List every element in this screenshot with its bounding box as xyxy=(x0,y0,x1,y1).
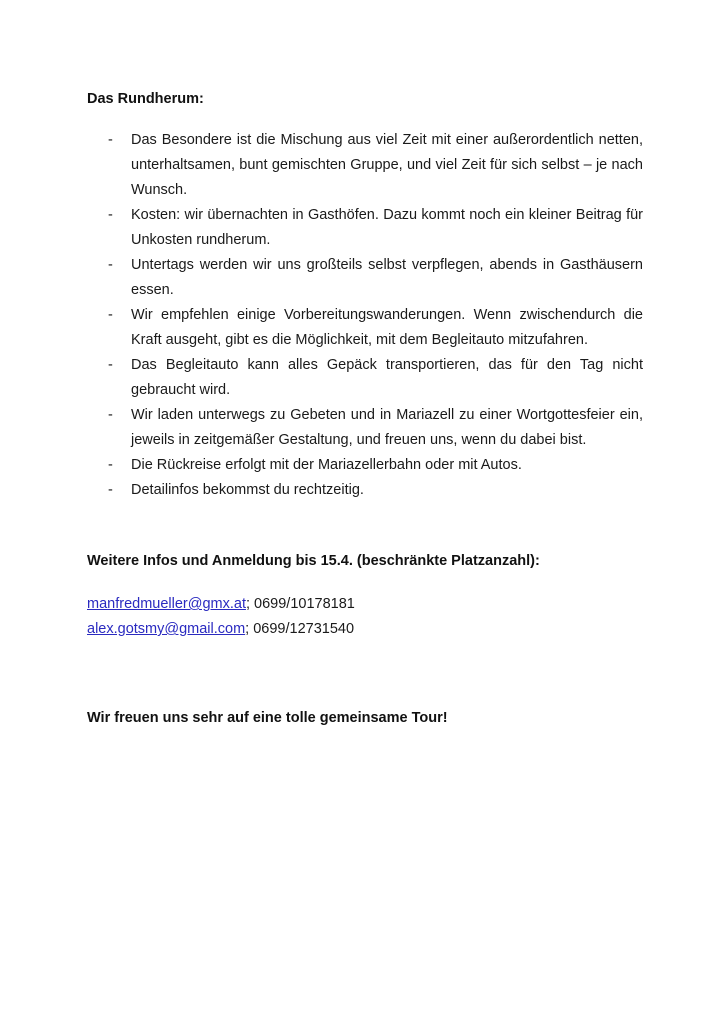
contact-entry xyxy=(87,592,355,617)
phone-number: 0699/12731540 xyxy=(253,621,355,637)
list-item xyxy=(87,303,643,353)
list-item-text: Untertags werden wir uns großteils selbst verpflegen, abends in Gasthäusern essen. xyxy=(131,257,643,298)
bullet-dash: - xyxy=(108,132,113,148)
list-item xyxy=(87,253,643,303)
contact-entry xyxy=(87,617,355,642)
bullet-dash: - xyxy=(108,257,113,273)
list-item-text: Kosten: wir übernachten in Gasthöfen. Dazu kommt noch ein kleiner Beitrag für Unkosten rundherum. xyxy=(131,207,643,248)
list-item xyxy=(87,353,643,403)
info-heading: Weitere Infos und Anmeldung bis 15.4. (beschränkte Platzanzahl): xyxy=(87,553,540,569)
list-item xyxy=(87,453,643,478)
bullet-dash: - xyxy=(108,457,113,473)
contact-separator: ; xyxy=(245,596,255,612)
list-item-text: Detailinfos bekommst du rechtzeitig. xyxy=(131,482,364,498)
contact-separator: ; xyxy=(245,621,254,637)
section-heading-rundherum: Das Rundherum: xyxy=(87,91,204,107)
bullet-dash: - xyxy=(108,357,113,373)
phone-number: 0699/10178181 xyxy=(254,596,355,612)
list-item-text: Das Begleitauto kann alles Gepäck transportieren, das für den Tag nicht gebraucht wird. xyxy=(131,357,643,398)
bullet-list xyxy=(87,128,643,503)
email-link[interactable]: alex.gotsmy@gmail.com xyxy=(87,621,246,637)
contact-list xyxy=(87,592,355,642)
list-item-text: Wir laden unterwegs zu Gebeten und in Mariazell zu einer Wortgottesfeier ein, jeweils in zeitgemäßer Gestaltung, und freuen uns, wenn du dabei bist. xyxy=(131,407,643,448)
list-item-text: Die Rückreise erfolgt mit der Mariazellerbahn oder mit Autos. xyxy=(131,457,522,473)
list-item-text: Das Besondere ist die Mischung aus viel Zeit mit einer außerordentlich netten, unterhaltsamen, bunt gemischten Gruppe, und viel Zeit für sich selbst – je nach Wunsch. xyxy=(131,132,643,198)
bullet-dash: - xyxy=(108,207,113,223)
list-item xyxy=(87,478,643,503)
email-link[interactable]: manfredmueller@gmx.at xyxy=(87,596,246,612)
list-item-text: Wir empfehlen einige Vorbereitungswanderungen. Wenn zwischendurch die Kraft ausgeht, gibt es die Möglichkeit, mit dem Begleitauto mitzufahren. xyxy=(131,307,643,348)
bullet-dash: - xyxy=(108,482,113,498)
closing-statement: Wir freuen uns sehr auf eine tolle gemeinsame Tour! xyxy=(87,710,448,726)
bullet-dash: - xyxy=(108,407,113,423)
list-item xyxy=(87,203,643,253)
bullet-dash: - xyxy=(108,307,113,323)
list-item xyxy=(87,403,643,453)
list-item xyxy=(87,128,643,203)
